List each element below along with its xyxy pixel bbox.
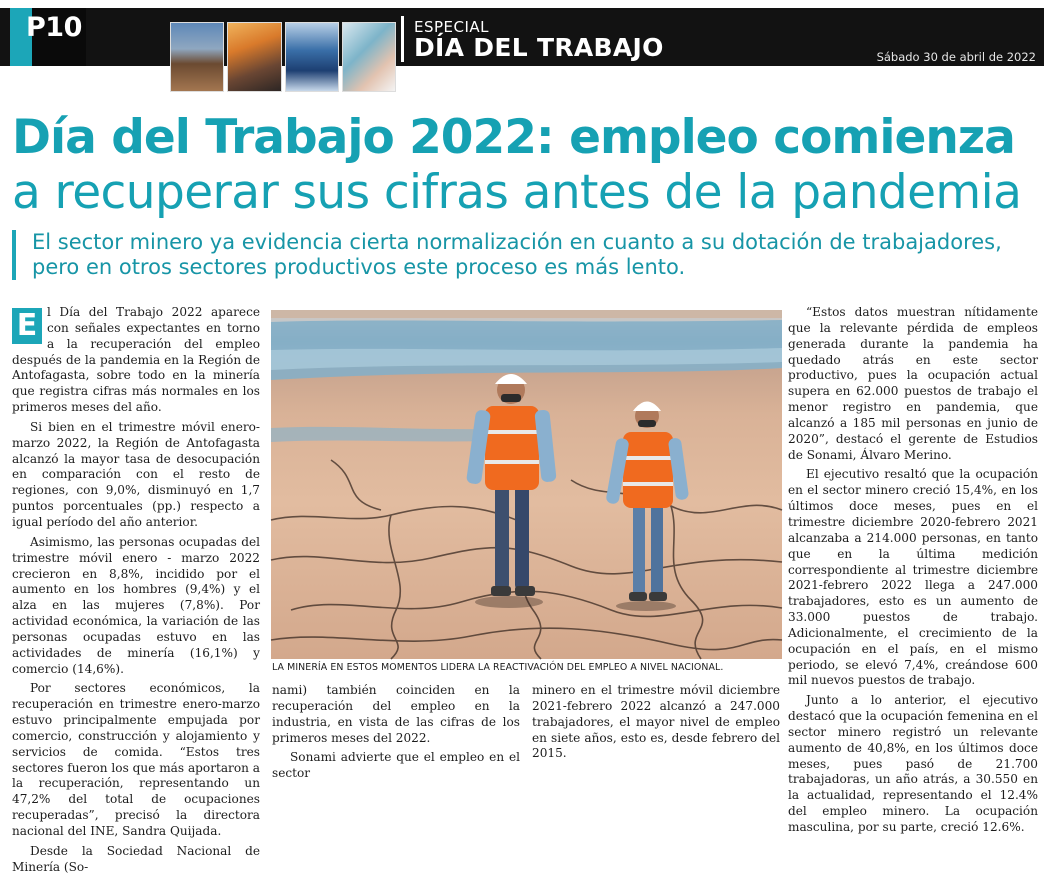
paragraph: “Estos datos muestran nítidamente que la relevante pérdida de empleos generada durante la pandemia ha quedado atrás en este sector productivo, pues la ocupación actual supera en 62.000 puestos de trabajo el menor registro en pandemia, que alcanzó a 185 mil personas en junio de 2020”, destacó el gerente de Estudios de Sonami, Álvaro Merino. (788, 305, 1038, 462)
mining-workers-photo (271, 310, 782, 659)
issue-date: Sábado 30 de abril de 2022 (876, 50, 1036, 64)
section-header (0, 0, 1050, 82)
header-thumbnails (170, 22, 396, 92)
paragraph: Desde la Sociedad Nacional de Minería (So- (12, 843, 260, 874)
lead-text: l Día del Trabajo 2022 aparece con señales expectantes en torno a la recuperación del empleo después de la pandemia en la Región de Antofagasta, sobre todo en la minería que registra cifras más normales en los primeros meses del año. (12, 305, 260, 415)
article-headline (12, 110, 1042, 220)
photo-caption: LA MINERÍA EN ESTOS MOMENTOS LIDERA LA REACTIVACIÓN DEL EMPLEO A NIVEL NACIONAL. (272, 662, 724, 673)
headline-line-light: a recuperar sus cifras antes de la pandemia (12, 165, 1022, 220)
paragraph: Por sectores económicos, la recuperación en trimestre enero-marzo estuvo principalmente empujada por comercio, construcción y alojamiento y servicios de comida. “Estos tres sectores fueron los que más aportaron a la recuperación, representando un 47,2% del total de ocupaciones recuperadas”, precisó la directora nacional del INE, Sandra Quijada. (12, 681, 260, 838)
section-title: DÍA DEL TRABAJO (414, 33, 664, 62)
paragraph: Asimismo, las personas ocupadas del trimestre móvil enero - marzo 2022 crecieron en 8,8%, incidido por el aumento en los hombres (9,4%) y el alza en las mujeres (7,8%). Por actividad económica, la variación de las personas ocupadas estuvo en las actividades de minería (16,1%) y comercio (14,6%). (12, 534, 260, 676)
paragraph: Si bien en el trimestre móvil enero-marzo 2022, la Región de Antofagasta alcanzó la mayor tasa de desocupación en comparación con el resto de regiones, con 9,0%, disminuyó en 1,7 puntos porcentuales (pp.) respecto a igual período del año anterior. (12, 419, 260, 529)
drop-cap: E (12, 308, 42, 344)
thumbnail-solar-panel-photo (285, 22, 339, 92)
worker-man-figure (466, 374, 557, 608)
thumbnail-workers-photo (170, 22, 224, 92)
article-column-3 (532, 683, 780, 766)
article-deck: El sector minero ya evidencia cierta normalización en cuanto a su dotación de trabajadores, pero en otros sectores productivos este proceso es más lento. (12, 230, 1012, 280)
article-column-4 (788, 305, 1038, 840)
paragraph: El ejecutivo resaltó que la ocupación en el sector minero creció 15,4%, en los últimos doce meses, pues en el trimestre diciembre 2020-febrero 2021 alcanzaba a 214.000 personas, en tanto que en la última medición correspondiente al trimestre diciembre 2021-febrero 2022 llega a 247.000 trabajadores, esto es un aumento de 33.000 puestos de trabajo. Adicionalmente, el crecimiento de la ocupación en el país, en el mismo periodo, se elevó 7,4%, creándose 600 mil nuevos puestos de trabajo. (788, 467, 1038, 688)
paragraph: nami) también coinciden en la recuperación del empleo en la industria, en vista de las cifras de los primeros meses del 2022. (272, 683, 520, 745)
paragraph: Junto a lo anterior, el ejecutivo destacó que la ocupación femenina en el sector minero registró un relevante aumento de 40,8%, en los últimos doce meses, pues pasó de 21.700 trabajadoras, un año atrás, a 30.550 en la actualidad, representando el 12.4% del empleo minero. La ocupación masculina, por su parte, creció 12.6%. (788, 693, 1038, 834)
page-number: P10 (26, 12, 82, 43)
headline-line-bold: Día del Trabajo 2022: empleo comienza (12, 110, 1015, 165)
paragraph: minero en el trimestre móvil diciembre 2021-febrero 2022 alcanzó a 247.000 trabajadores, el mayor nivel de empleo en siete años, esto es, desde febrero del 2015. (532, 683, 780, 761)
paragraph-lead (12, 305, 260, 416)
section-kicker: ESPECIAL (414, 18, 490, 36)
header-divider (401, 16, 404, 62)
thumbnail-welder-photo (227, 22, 281, 92)
article-column-2 (272, 683, 520, 786)
salt-flat-illustration (271, 310, 782, 659)
article-column-1 (12, 305, 260, 880)
thumbnail-health-worker-photo (342, 22, 396, 92)
paragraph: Sonami advierte que el empleo en el sector (272, 750, 520, 781)
